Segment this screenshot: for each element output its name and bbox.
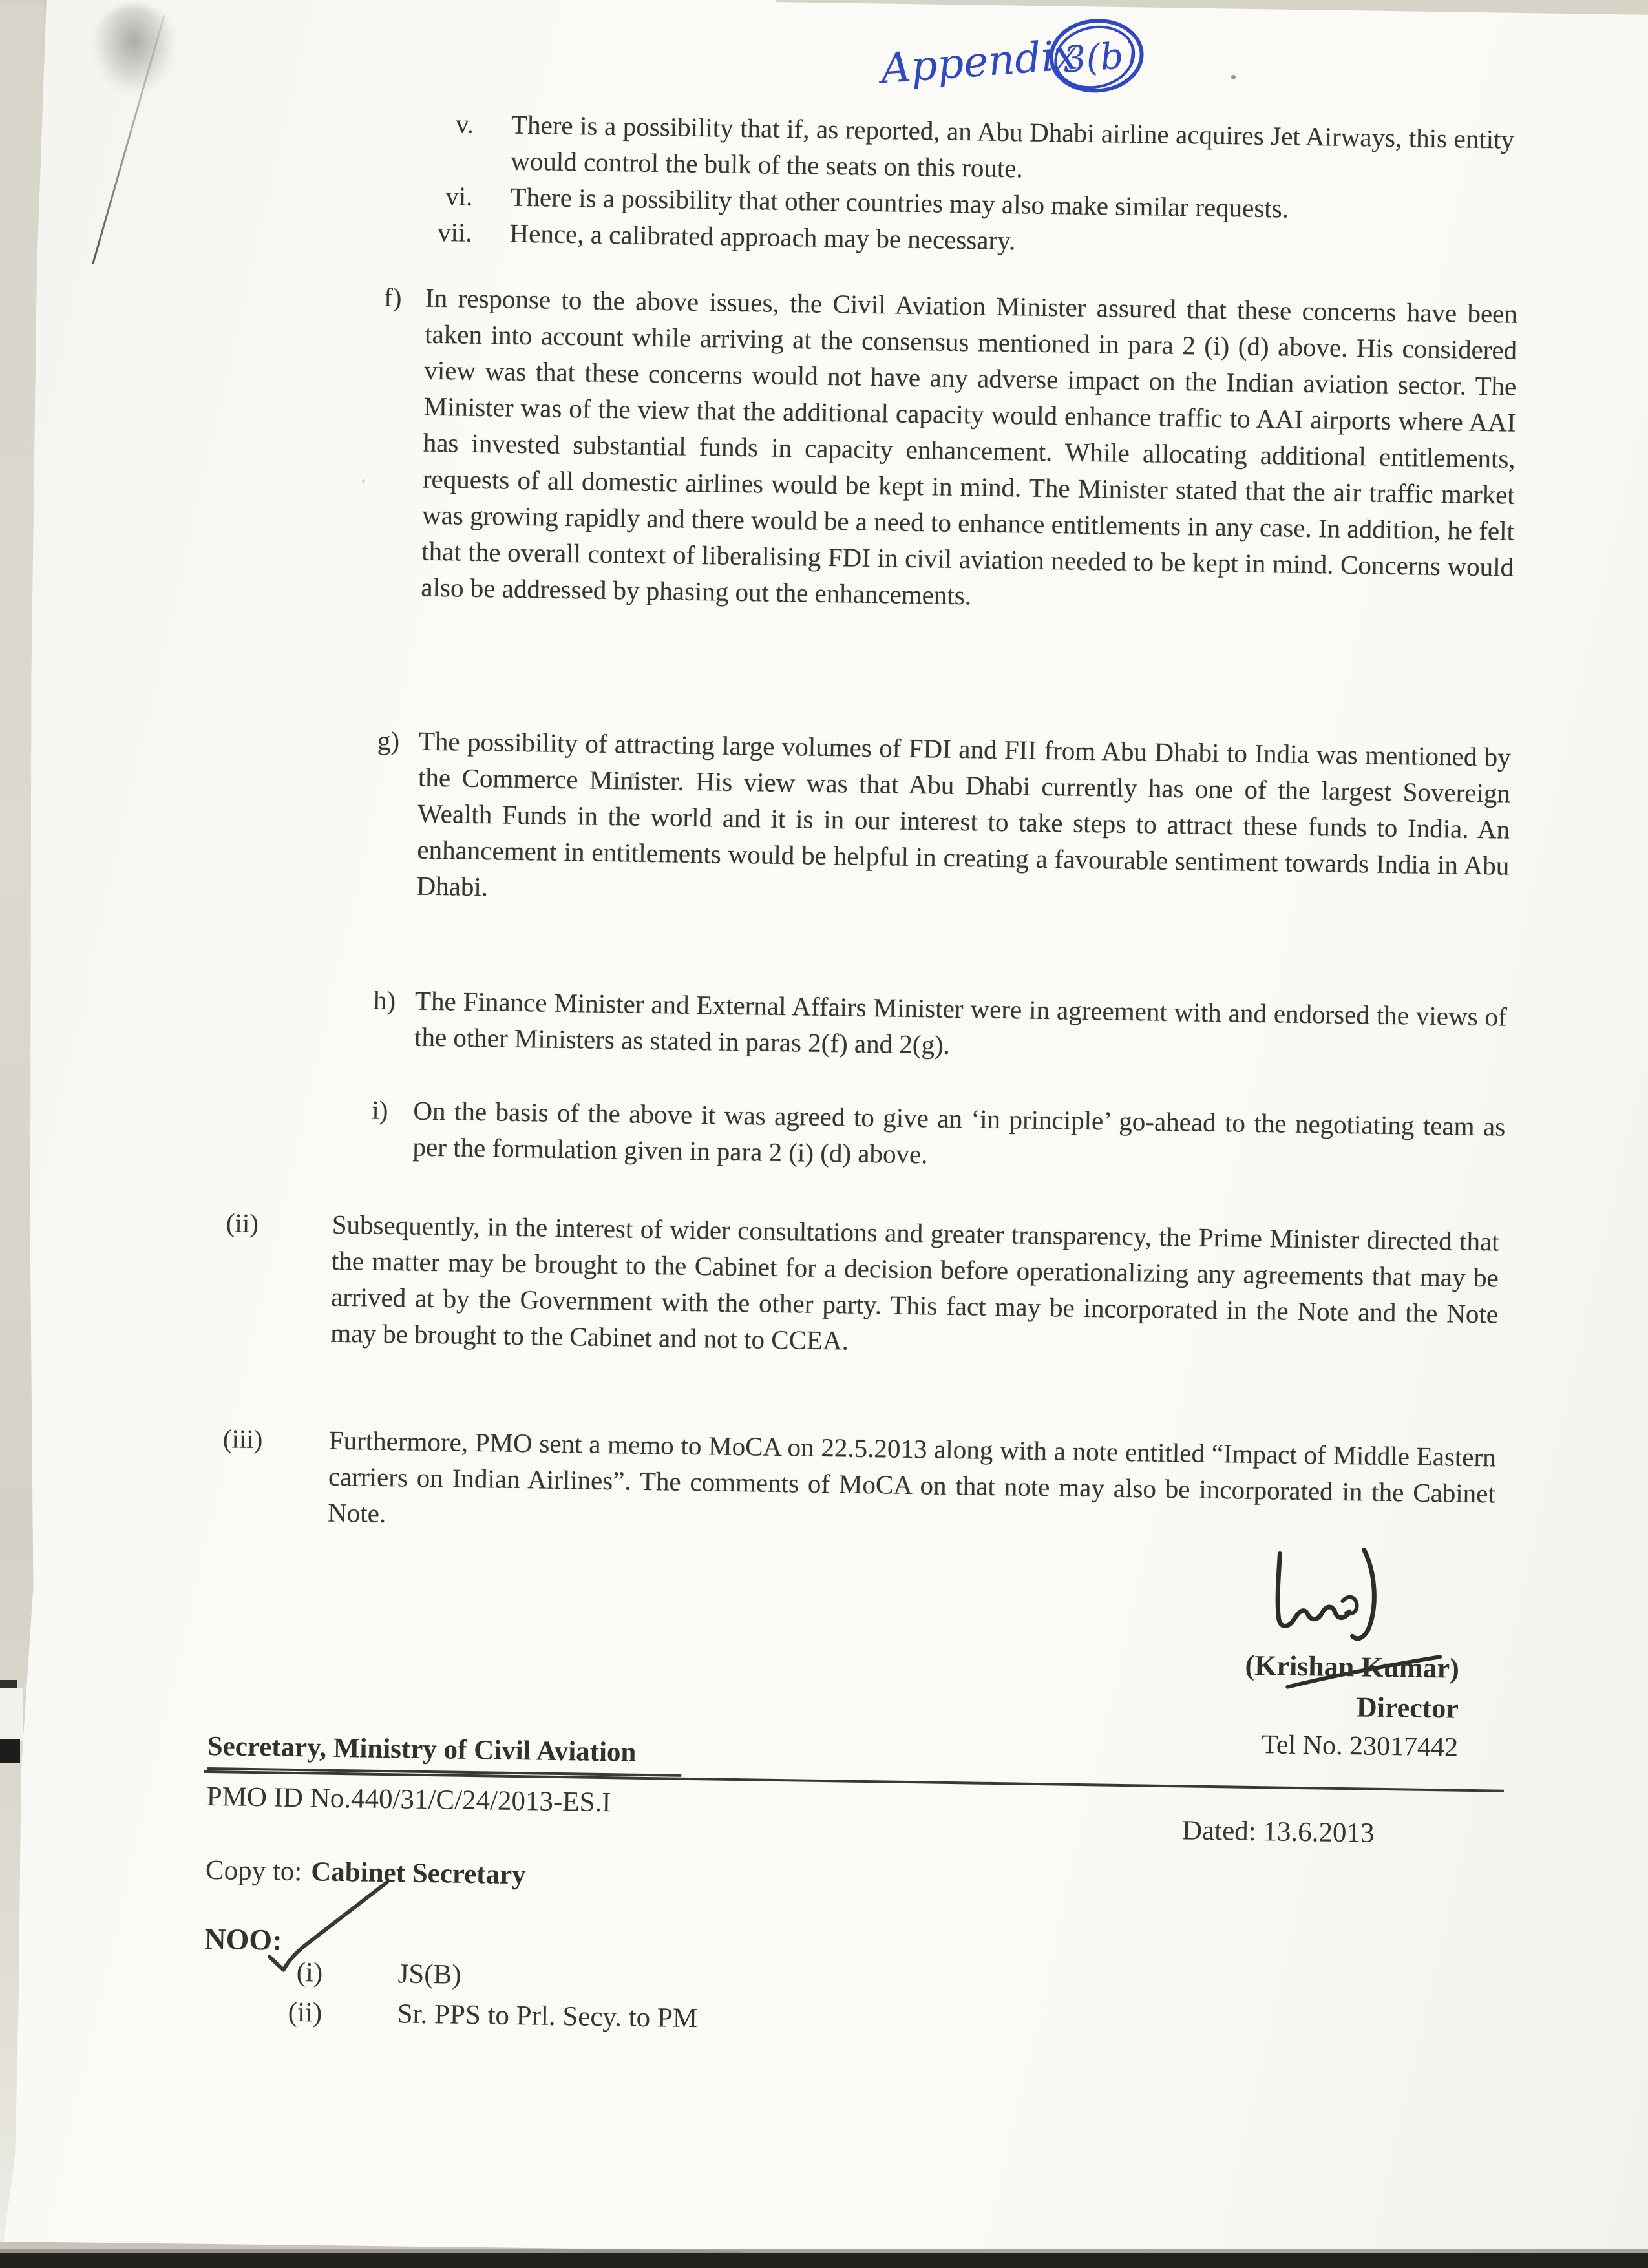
paragraph-text: The Finance Minister and External Affairs Minister were in agreement with and endorsed the views of the other Ministers as stated in paras 2(f) and 2(g). xyxy=(414,985,1508,1060)
appendix-word: Appendix xyxy=(879,31,1079,94)
noo-item-label: (ii) xyxy=(288,1997,322,2028)
paragraph-f xyxy=(379,279,1521,622)
paragraph-label: h) xyxy=(373,985,396,1016)
signatory-title: Director xyxy=(1356,1691,1459,1725)
paragraph-label: (ii) xyxy=(226,1208,259,1239)
paragraph-text: The possibility of attracting large volumes of FDI and FII from Abu Dhabi to India was mentioned by the Commerce Minister. His view was that Abu Dhabi currently has one of the largest Sovereign Wealth Funds in the world and it is in our interest to take steps to attract these funds to India. An enhancement in entitlements would be helpful in creating a favourable sentiment towards India in Abu Dhabi. xyxy=(416,726,1512,902)
signatory-name: (Krishan Kumar) xyxy=(1245,1649,1460,1685)
noo-item-text: JS(B) xyxy=(397,1958,461,1990)
item-text: Hence, a calibrated approach may be necessary. xyxy=(509,218,1016,256)
paragraph-label: g) xyxy=(377,725,400,756)
tick-mark xyxy=(259,1869,409,1987)
paragraph-text: On the basis of the above it was agreed to give an ‘in principle’ go-ahead to the negotiating team as per the formulation given in para 2 (i) (d) above. xyxy=(412,1095,1506,1170)
copy-to-label: Copy to: xyxy=(205,1854,302,1887)
paragraph-label: f) xyxy=(383,282,402,313)
dated-line: Dated: 13.6.2013 xyxy=(1181,1815,1375,1849)
copy-to-value: Cabinet Secretary xyxy=(310,1856,526,1891)
paragraph-label: i) xyxy=(372,1095,388,1125)
paragraph-iii xyxy=(222,1420,1499,1548)
paragraph-h xyxy=(373,982,1511,1071)
noo-item-text: Sr. PPS to Prl. Secy. to PM xyxy=(397,1999,698,2034)
paragraph-g xyxy=(375,722,1515,920)
appendix-annotation xyxy=(868,2,1179,116)
roman-sublist xyxy=(401,105,1514,266)
item-label: vi. xyxy=(445,181,473,211)
paragraph-i xyxy=(371,1092,1509,1181)
noo-item-label: (i) xyxy=(296,1957,323,1988)
item-text: There is a possibility that if, as reported, an Abu Dhabi airline acquires Jet Airways, this entity would control the bulk of the seats on this route. xyxy=(510,109,1515,184)
signatory-phone: Tel No. 23017442 xyxy=(1261,1730,1459,1763)
addressee-line: Secretary, Ministry of Civil Aviation xyxy=(207,1730,681,1777)
item-text: There is a possibility that other countries may also make similar requests. xyxy=(510,182,1289,224)
appendix-ref: 3(b) xyxy=(1061,34,1139,81)
paragraph-text: Subsequently, in the interest of wider consultations and greater transparency, the Prime Minister directed that the matter may be brought to the Cabinet for a decision before operationalizing any agreements that may be arrived at by the Government with the other party. This fact may be incorporated in the Note and the Note may be brought to the Cabinet and not to CCEA. xyxy=(330,1209,1499,1356)
paragraph-label: (iii) xyxy=(222,1423,263,1454)
paragraph-text: In response to the above issues, the Civil Aviation Minister assured that these concerns have been taken into account while arriving at the consensus mentioned in para 2 (i) (d) above. His considered view was that these concerns would not have any adverse impact on the Indian aviation sector. The Minister was of the view that the additional capacity would enhance traffic to AAI airports where AAI has invested substantial funds in capacity enhancement. While allocating additional entitlements, requests of all domestic airlines would be kept in mind. The Minister stated that the air traffic market was growing rapidly and there would be a need to enhance entitlements in any case. In addition, he felt that the overall context of liberalising FDI in civil aviation needed to be kept in mind. Concerns would also be addressed by phasing out the enhancements. xyxy=(421,282,1518,611)
pmo-id-line: PMO ID No.440/31/C/24/2013-ES.I xyxy=(206,1781,611,1818)
paragraph-text: Furthermore, PMO sent a memo to MoCA on 22.5.2013 along with a note entitled “Impact of Middle Eastern carriers on Indian Airlines”. The comments of MoCA on that note may also be incorporated in the Cabinet Note. xyxy=(327,1425,1497,1529)
noo-heading: NOO: xyxy=(204,1922,282,1957)
item-label: v. xyxy=(455,109,474,139)
item-label: vii. xyxy=(437,216,472,247)
paragraph-ii xyxy=(224,1204,1503,1368)
